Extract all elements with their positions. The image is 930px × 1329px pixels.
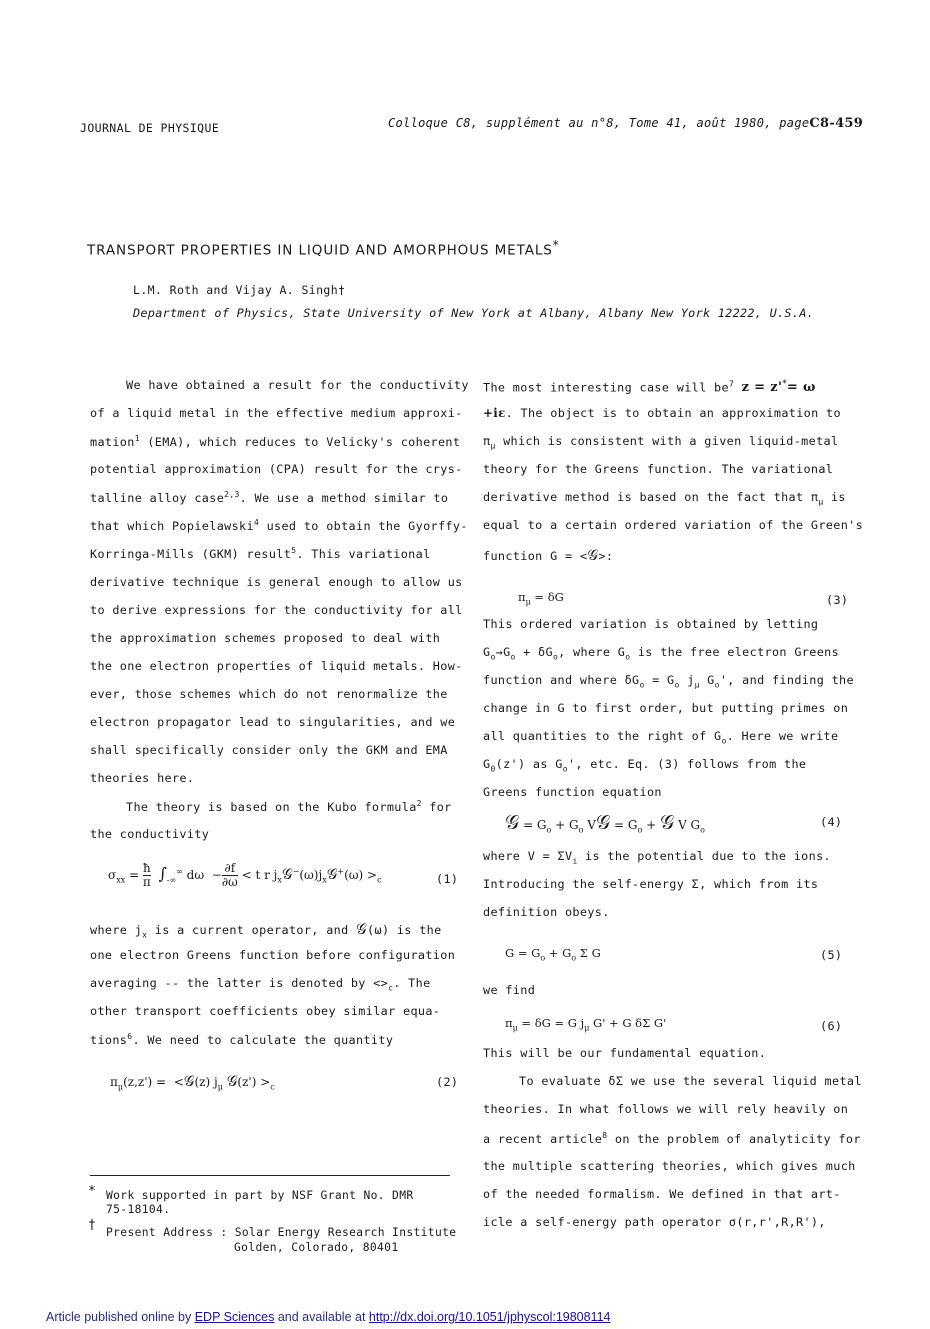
equation-number: (1): [436, 872, 459, 886]
equation-number: (2): [436, 1075, 459, 1089]
text-line: where $V = \Sigma V_i$ is the potential due to the ions.: [483, 849, 831, 866]
text-span: is the potential due to the ions.: [577, 849, 831, 863]
text-span: on the problem of analyticity for: [607, 1131, 861, 1146]
equation-4: 𝒢 = $G_o + G_o$ V𝒢 = $G_o$ + 𝒢 V $G_o$: [505, 810, 705, 835]
text-line: derivative technique is general enough to allow us: [90, 575, 463, 589]
text-line: change in G to first order, but putting primes on: [483, 701, 849, 715]
page-number: C8-459: [809, 116, 864, 131]
text-line: theory for the Greens function. The variational: [483, 462, 834, 476]
text-span: which is consistent with a given liquid-metal: [495, 434, 839, 448]
footnote-text: Present Address : Solar Energy Research Institute: [106, 1226, 457, 1239]
text-line: To evaluate δΣ we use the several liquid metal: [519, 1074, 862, 1088]
text-line: to derive expressions for the conductivity for all: [90, 603, 463, 617]
text-span: . This variational: [296, 546, 431, 561]
text-span: (ω) is the: [367, 923, 442, 937]
text-span: . We need to calculate the quantity: [132, 1032, 394, 1047]
text-line: shall specifically consider only the GKM and EMA: [90, 743, 448, 757]
text-line: electron propagator lead to singularities, and we: [90, 715, 456, 729]
text-span: . The: [393, 976, 431, 990]
reference-mark: 7: [728, 379, 735, 389]
text-line: $\pi_\mu$ which is consistent with a given liquid-metal: [483, 434, 839, 451]
text-span: >:: [598, 549, 614, 563]
text-span: , where G: [558, 645, 626, 659]
text-span: ,r': [751, 1215, 774, 1229]
equation-number: (4): [820, 815, 843, 829]
equation-3: $\pi_\mu = \delta G$: [518, 590, 564, 607]
publication-footer: [46, 1310, 611, 1324]
text-line: other transport coefficients obey similar equa-: [90, 1004, 441, 1018]
text-line: [90, 490, 448, 505]
text-span: ', etc. Eq. (3) follows from the: [567, 757, 807, 771]
text-span: that which Popielawski: [90, 518, 254, 533]
text-span: used to obtain the Gyorffy-: [259, 518, 468, 533]
text-span: where j: [90, 923, 143, 937]
text-line: function and where $\delta G_o = G_o$ $j_\mu$ $G_o'$, and finding the: [483, 673, 854, 690]
text-line: the approximation schemes proposed to deal with: [90, 631, 441, 645]
text-line: +iε. The object is to obtain an approximation to: [483, 406, 841, 420]
text-span: talline alloy case: [90, 490, 225, 505]
title-footnote-mark: *: [552, 238, 560, 252]
text-line: $G_0(z')$ as $G_o'$, etc. Eq. (3) follows from the: [483, 757, 807, 774]
text-line: Introducing the self-energy Σ, which from its: [483, 877, 819, 891]
text-span: is a current operator, and: [147, 923, 357, 937]
reference-mark: 2: [416, 799, 422, 808]
text-span: where V = ΣV: [483, 849, 573, 863]
reference-mark: 1: [134, 434, 140, 443]
text-span: all quantities to the right of G: [483, 729, 722, 743]
text-line: This ordered variation is obtained by letting: [483, 617, 819, 631]
equation-number: (5): [820, 948, 843, 962]
text-span: ', and finding the: [719, 673, 854, 687]
text-line: averaging -- the latter is denoted by $<>_c$. The: [90, 976, 431, 993]
text-line: of the needed formalism. We defined in that art-: [483, 1187, 841, 1201]
text-line: ever, those schemes which do not renormalize the: [90, 687, 448, 701]
text-line: where $j_x$ is a current operator, and 𝒢(ω) is the: [90, 920, 442, 940]
text-span: icle a self-energy path operator σ(r: [483, 1215, 752, 1229]
text-line: equal to a certain ordered variation of the Green's: [483, 518, 864, 532]
text-line: we find: [483, 983, 536, 997]
text-span: (EMA), which reduces to Velicky's coherent: [147, 434, 461, 449]
text-line: This will be our fundamental equation.: [483, 1046, 767, 1060]
equation-6: $\pi_\mu = \delta G = G$ $j_\mu$ G' + G δΣ G': [505, 1016, 667, 1033]
text-line: the conductivity: [90, 827, 210, 841]
reference-mark: 2,3: [224, 490, 240, 499]
title-text: TRANSPORT PROPERTIES IN LIQUID AND AMORPHOUS METALS: [87, 242, 553, 259]
text-line: [483, 1131, 861, 1146]
equation-2: $\pi_\mu(z,z')$ = <𝒢(z) $j_\mu$ 𝒢(z') $>_c$: [110, 1072, 275, 1092]
equation-number: (3): [826, 593, 849, 607]
footnote-mark: †: [88, 1218, 96, 1233]
footnote-mark: *: [88, 1184, 96, 1199]
reference-mark: 6: [127, 1032, 133, 1041]
text-line: potential approximation (CPA) result for the crys-: [90, 462, 463, 476]
footnote-text: Golden, Colorado, 80401: [234, 1241, 399, 1254]
text-line: the multiple scattering theories, which gives much: [483, 1159, 856, 1173]
text-line: all quantities to the right of $G_o$. Here we write: [483, 729, 839, 746]
doi-link[interactable]: http://dx.doi.org/10.1051/jphyscol:19808114: [368, 1310, 611, 1324]
text-span: is the free electron Greens: [630, 645, 840, 659]
text-span: G: [699, 673, 715, 687]
equation-number: (6): [820, 1019, 843, 1033]
text-line: [90, 546, 431, 561]
text-span: a recent article: [483, 1131, 603, 1146]
text-line: We have obtained a result for the conductivity: [126, 378, 469, 392]
text-span: tions: [90, 1032, 128, 1047]
text-span: for: [421, 799, 452, 814]
text-line: one electron Greens function before configuration: [90, 948, 456, 962]
text-line: Greens function equation: [483, 785, 662, 799]
text-line: of a liquid metal in the effective medium approxi-: [90, 406, 463, 420]
text-span: The most interesting case will be: [483, 380, 729, 395]
text-line: [90, 434, 460, 449]
text-line: [90, 1032, 393, 1047]
footnote-text: Work supported in part by NSF Grant No. DMR: [106, 1189, 414, 1202]
reference-mark: 5: [291, 546, 297, 555]
authors: L.M. Roth and Vijay A. Singh†: [133, 283, 346, 297]
footer-prefix: Article published online by: [46, 1310, 195, 1324]
text-span: . Here we write: [726, 729, 839, 743]
text-span: . We use a method similar to: [239, 490, 449, 505]
text-span: = G: [644, 673, 675, 687]
equation-1: $\sigma_{xx}$ = $\frac{ħ}{\pi}$ $\int_{-\infty}^\infty$ dω − $\frac{\partial f}{\partial\omega}$ < t r $j_x𝒢^-(\omega)j_x𝒢^+(\omega) >_c$: [108, 861, 382, 890]
text-line: theories. In what follows we will rely heavily on: [483, 1102, 849, 1116]
journal-name: JOURNAL DE PHYSIQUE: [80, 121, 220, 135]
text-span: j: [679, 673, 695, 687]
paper-title: [87, 238, 560, 259]
text-line: derivative method is based on the fact that $\pi_\mu$ is: [483, 490, 846, 507]
footer-middle: and available at: [274, 1310, 369, 1324]
colloque-line: [388, 116, 863, 131]
text-span: ,R': [788, 1215, 811, 1229]
reference-mark: 4: [253, 518, 260, 527]
text-span: ,R: [773, 1215, 789, 1229]
text-line: function G = <𝒢>:: [483, 546, 614, 564]
text-line: [126, 799, 452, 814]
text-span: function G = <: [483, 549, 588, 563]
text-span: is: [823, 490, 846, 504]
equation-5: $G = G_o + G_o$ Σ G: [505, 946, 601, 963]
text-line: theories here.: [90, 771, 195, 785]
text-line: [90, 518, 468, 533]
text-span: averaging -- the latter is denoted by <>: [90, 976, 389, 990]
text-span: ),: [810, 1215, 826, 1229]
text-span: (z') as G: [495, 757, 563, 771]
text-span: Korringa-Mills (GKM) result: [90, 546, 292, 561]
text-line: [483, 1215, 826, 1229]
text-span: The theory is based on the Kubo formula: [126, 799, 417, 814]
text-line: the one electron properties of liquid metals. How-: [90, 659, 463, 673]
text-span: mation: [90, 434, 135, 449]
reference-mark: 8: [602, 1131, 608, 1140]
text-line: $G_o\to G_o + \delta G_o$, where $G_o$ is the free electron Greens: [483, 645, 840, 662]
footnote-text: 75-18104.: [106, 1203, 171, 1216]
text-line: The most interesting case will $be^7$ z = z'*= ω: [483, 378, 816, 396]
text-span: . The object is to obtain an approximation to: [505, 406, 841, 420]
footnote-rule: [90, 1175, 450, 1176]
publisher-link[interactable]: EDP Sciences: [194, 1310, 275, 1324]
affiliation: Department of Physics, State University of New York at Albany, Albany New York 12222, U.S.A.: [133, 306, 815, 320]
text-span: function and where δG: [483, 673, 640, 687]
colloque-text: Colloque C8, supplément au n°8, Tome 41, août 1980, page: [388, 116, 810, 130]
text-span: derivative method is based on the fact that π: [483, 490, 819, 504]
text-line: definition obeys.: [483, 905, 610, 919]
